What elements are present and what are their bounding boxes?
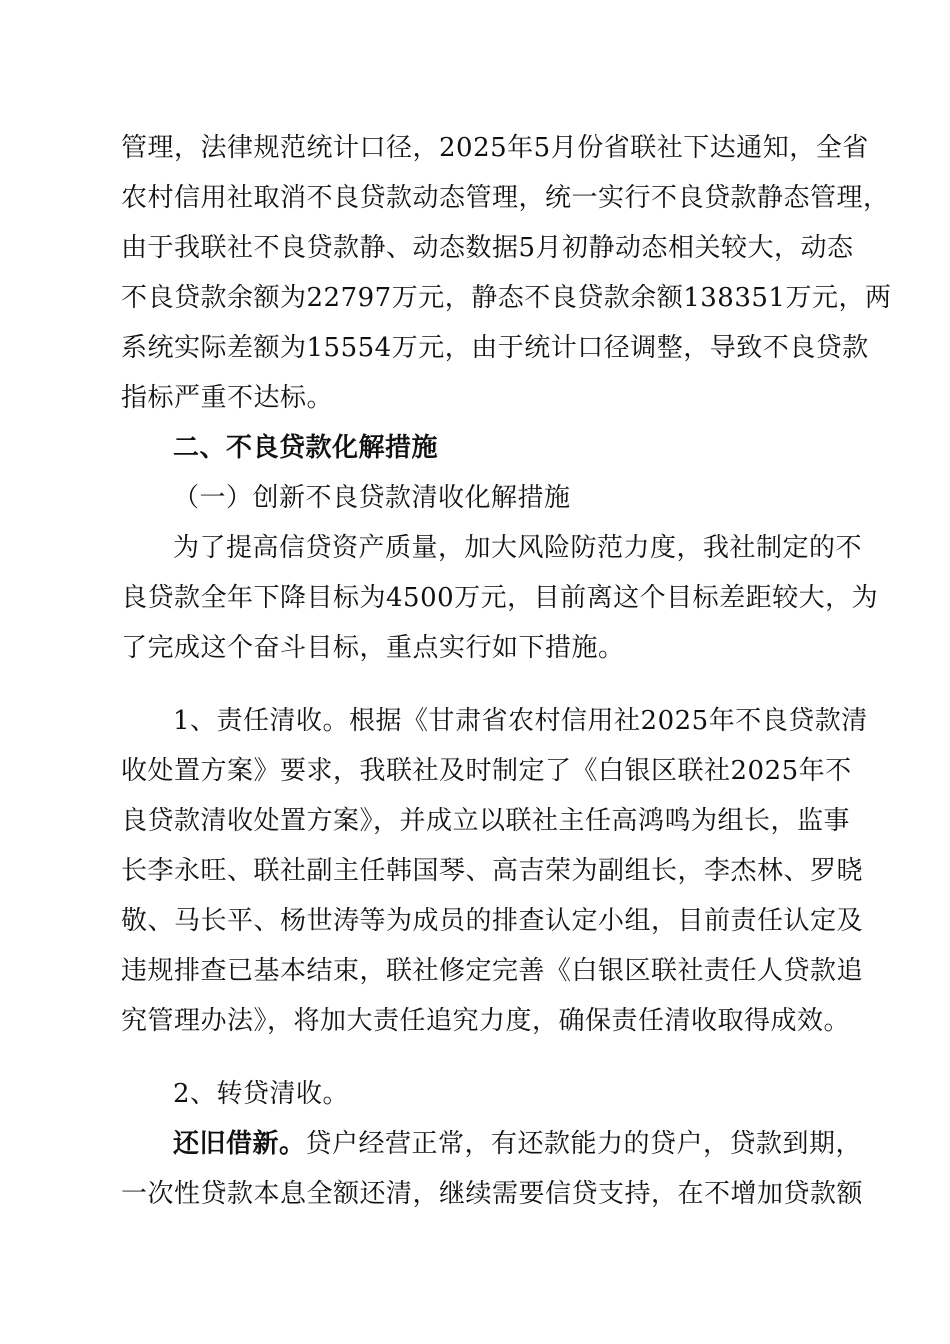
bold-lead-text: 还旧借新。	[173, 1129, 306, 1159]
paragraph-line: 究管理办法》，将加大责任追究力度，确保责任清收取得成效。	[121, 1006, 851, 1036]
paragraph-line: 一次性贷款本息全额还清，继续需要信贷支持，在不增加贷款额	[121, 1179, 864, 1209]
paragraph-line: 良贷款全年下降目标为4500万元，目前离这个目标差距较大，为	[121, 583, 879, 613]
paragraph-line	[173, 1126, 862, 1162]
paragraph-text: 贷户经营正常，有还款能力的贷户，贷款到期，	[305, 1129, 863, 1159]
paragraph-line: 良贷款清收处置方案》，并成立以联社主任高鸿鸣为组长，监事	[121, 806, 851, 836]
paragraph-line: 管理，法律规范统计口径，2025年5月份省联社下达通知，全省	[121, 133, 869, 163]
paragraph-line: 为了提高信贷资产质量，加大风险防范力度，我社制定的不	[173, 533, 863, 563]
paragraph-line: 了完成这个奋斗目标，重点实行如下措施。	[121, 633, 625, 663]
paragraph-line: 由于我联社不良贷款静、动态数据5月初静动态相关较大，动态	[121, 233, 854, 263]
paragraph-line: 不良贷款余额为22797万元，静态不良贷款余额138351万元，两	[121, 283, 892, 313]
list-item-heading: 2、转贷清收。	[173, 1079, 350, 1109]
subsection-heading: （一）创新不良贷款清收化解措施	[173, 483, 571, 513]
paragraph-line: 系统实际差额为15554万元，由于统计口径调整，导致不良贷款	[121, 333, 869, 363]
paragraph-line: 1、责任清收。根据《甘肃省农村信用社2025年不良贷款清	[173, 706, 868, 736]
paragraph-line: 农村信用社取消不良贷款动态管理，统一实行不良贷款静态管理，	[121, 183, 890, 213]
paragraph-line: 长李永旺、联社副主任韩国琴、高吉荣为副组长，李杰林、罗晓	[121, 856, 864, 886]
section-heading: 二、不良贷款化解措施	[173, 433, 439, 463]
paragraph-line: 指标严重不达标。	[121, 383, 334, 413]
paragraph-line: 收处置方案》要求，我联社及时制定了《白银区联社2025年不	[121, 756, 852, 786]
paragraph-line: 违规排查已基本结束，联社修定完善《白银区联社责任人贷款追	[121, 956, 864, 986]
paragraph-line: 敬、马长平、杨世涛等为成员的排查认定小组，目前责任认定及	[121, 906, 864, 936]
